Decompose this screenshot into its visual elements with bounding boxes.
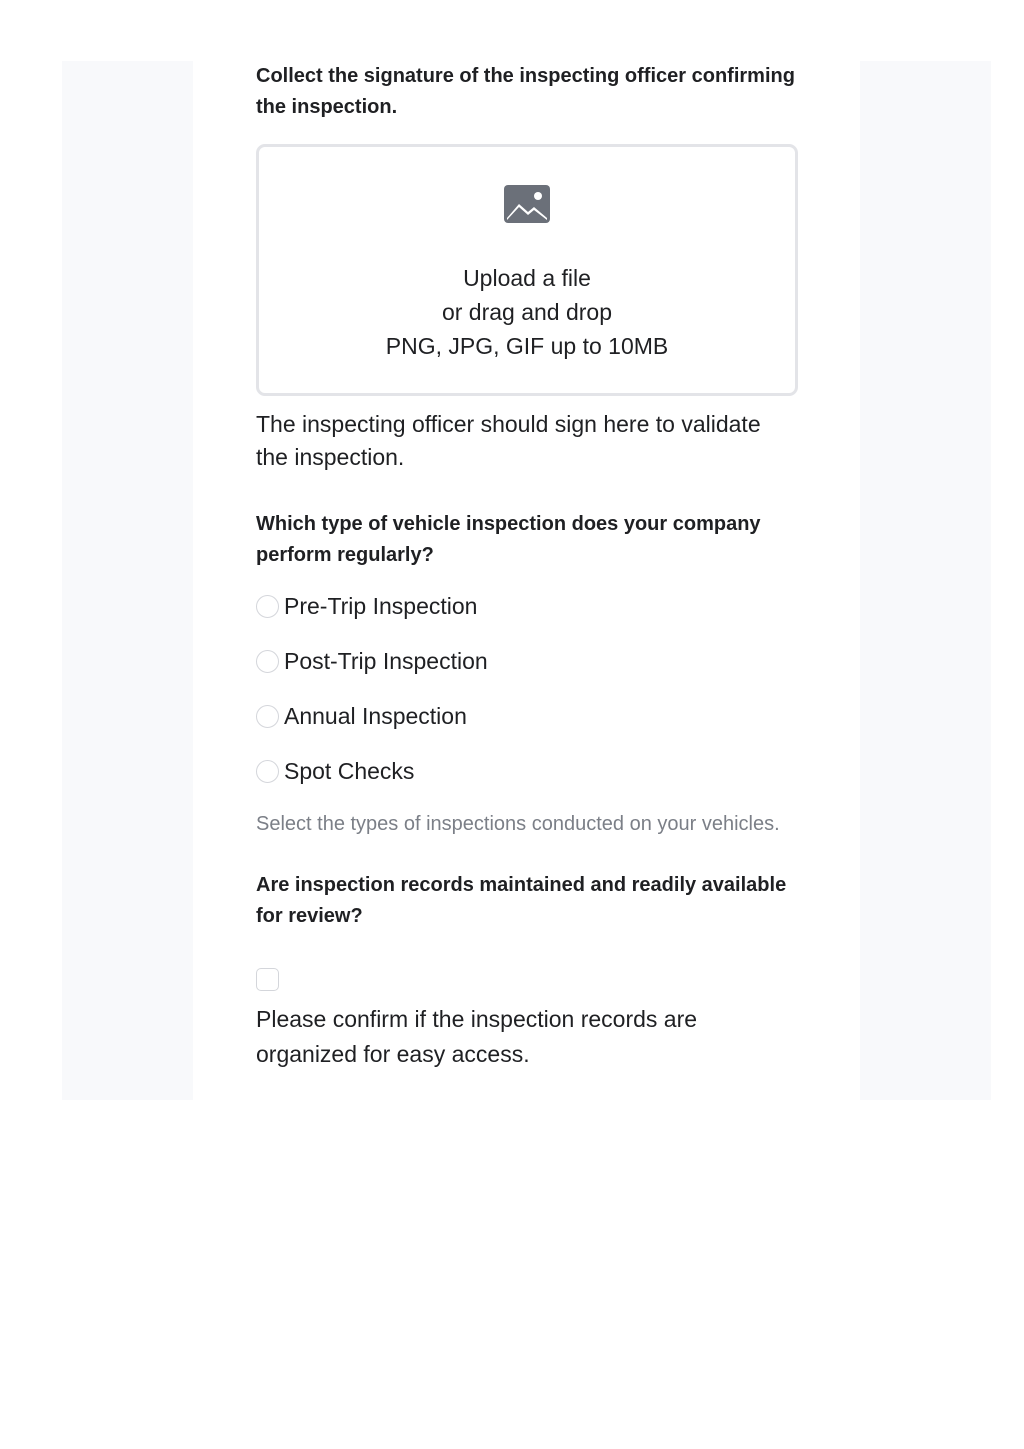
radio-option-post-trip[interactable] (256, 645, 798, 677)
radio-option-pre-trip[interactable] (256, 590, 798, 622)
inspection-form (256, 61, 798, 1072)
inspection-type-radio-group (256, 590, 798, 787)
radio-button[interactable] (256, 650, 279, 673)
image-icon (504, 185, 550, 223)
radio-option-annual[interactable] (256, 700, 798, 732)
radio-label[interactable]: Pre-Trip Inspection (284, 593, 478, 619)
right-gutter (860, 61, 991, 1100)
left-gutter (62, 61, 193, 1100)
inspection-type-help-text: Select the types of inspections conducted on your vehicles. (256, 813, 780, 835)
upload-link[interactable]: Upload a file (463, 265, 591, 291)
radio-label[interactable]: Spot Checks (284, 758, 415, 784)
radio-button[interactable] (256, 705, 279, 728)
radio-button[interactable] (256, 760, 279, 783)
file-type-hint: PNG, JPG, GIF up to 10MB (385, 333, 669, 359)
drag-drop-text: or drag and drop (441, 299, 613, 325)
records-checkbox[interactable] (256, 968, 279, 991)
signature-help-text: The inspecting officer should sign here to validate the inspection. (256, 411, 761, 470)
radio-option-spot-checks[interactable] (256, 755, 798, 787)
radio-button[interactable] (256, 595, 279, 618)
signature-label: Collect the signature of the inspecting officer confirming the inspection. (256, 65, 795, 118)
inspection-type-label: Which type of vehicle inspection does your company perform regularly? (256, 513, 761, 566)
records-label: Are inspection records maintained and readily available for review? (256, 874, 787, 927)
radio-label[interactable]: Post-Trip Inspection (284, 648, 488, 674)
records-help-text: Please confirm if the inspection records are organized for easy access. (256, 1006, 698, 1067)
signature-upload-dropzone[interactable] (256, 144, 798, 396)
radio-label[interactable]: Annual Inspection (284, 703, 467, 729)
